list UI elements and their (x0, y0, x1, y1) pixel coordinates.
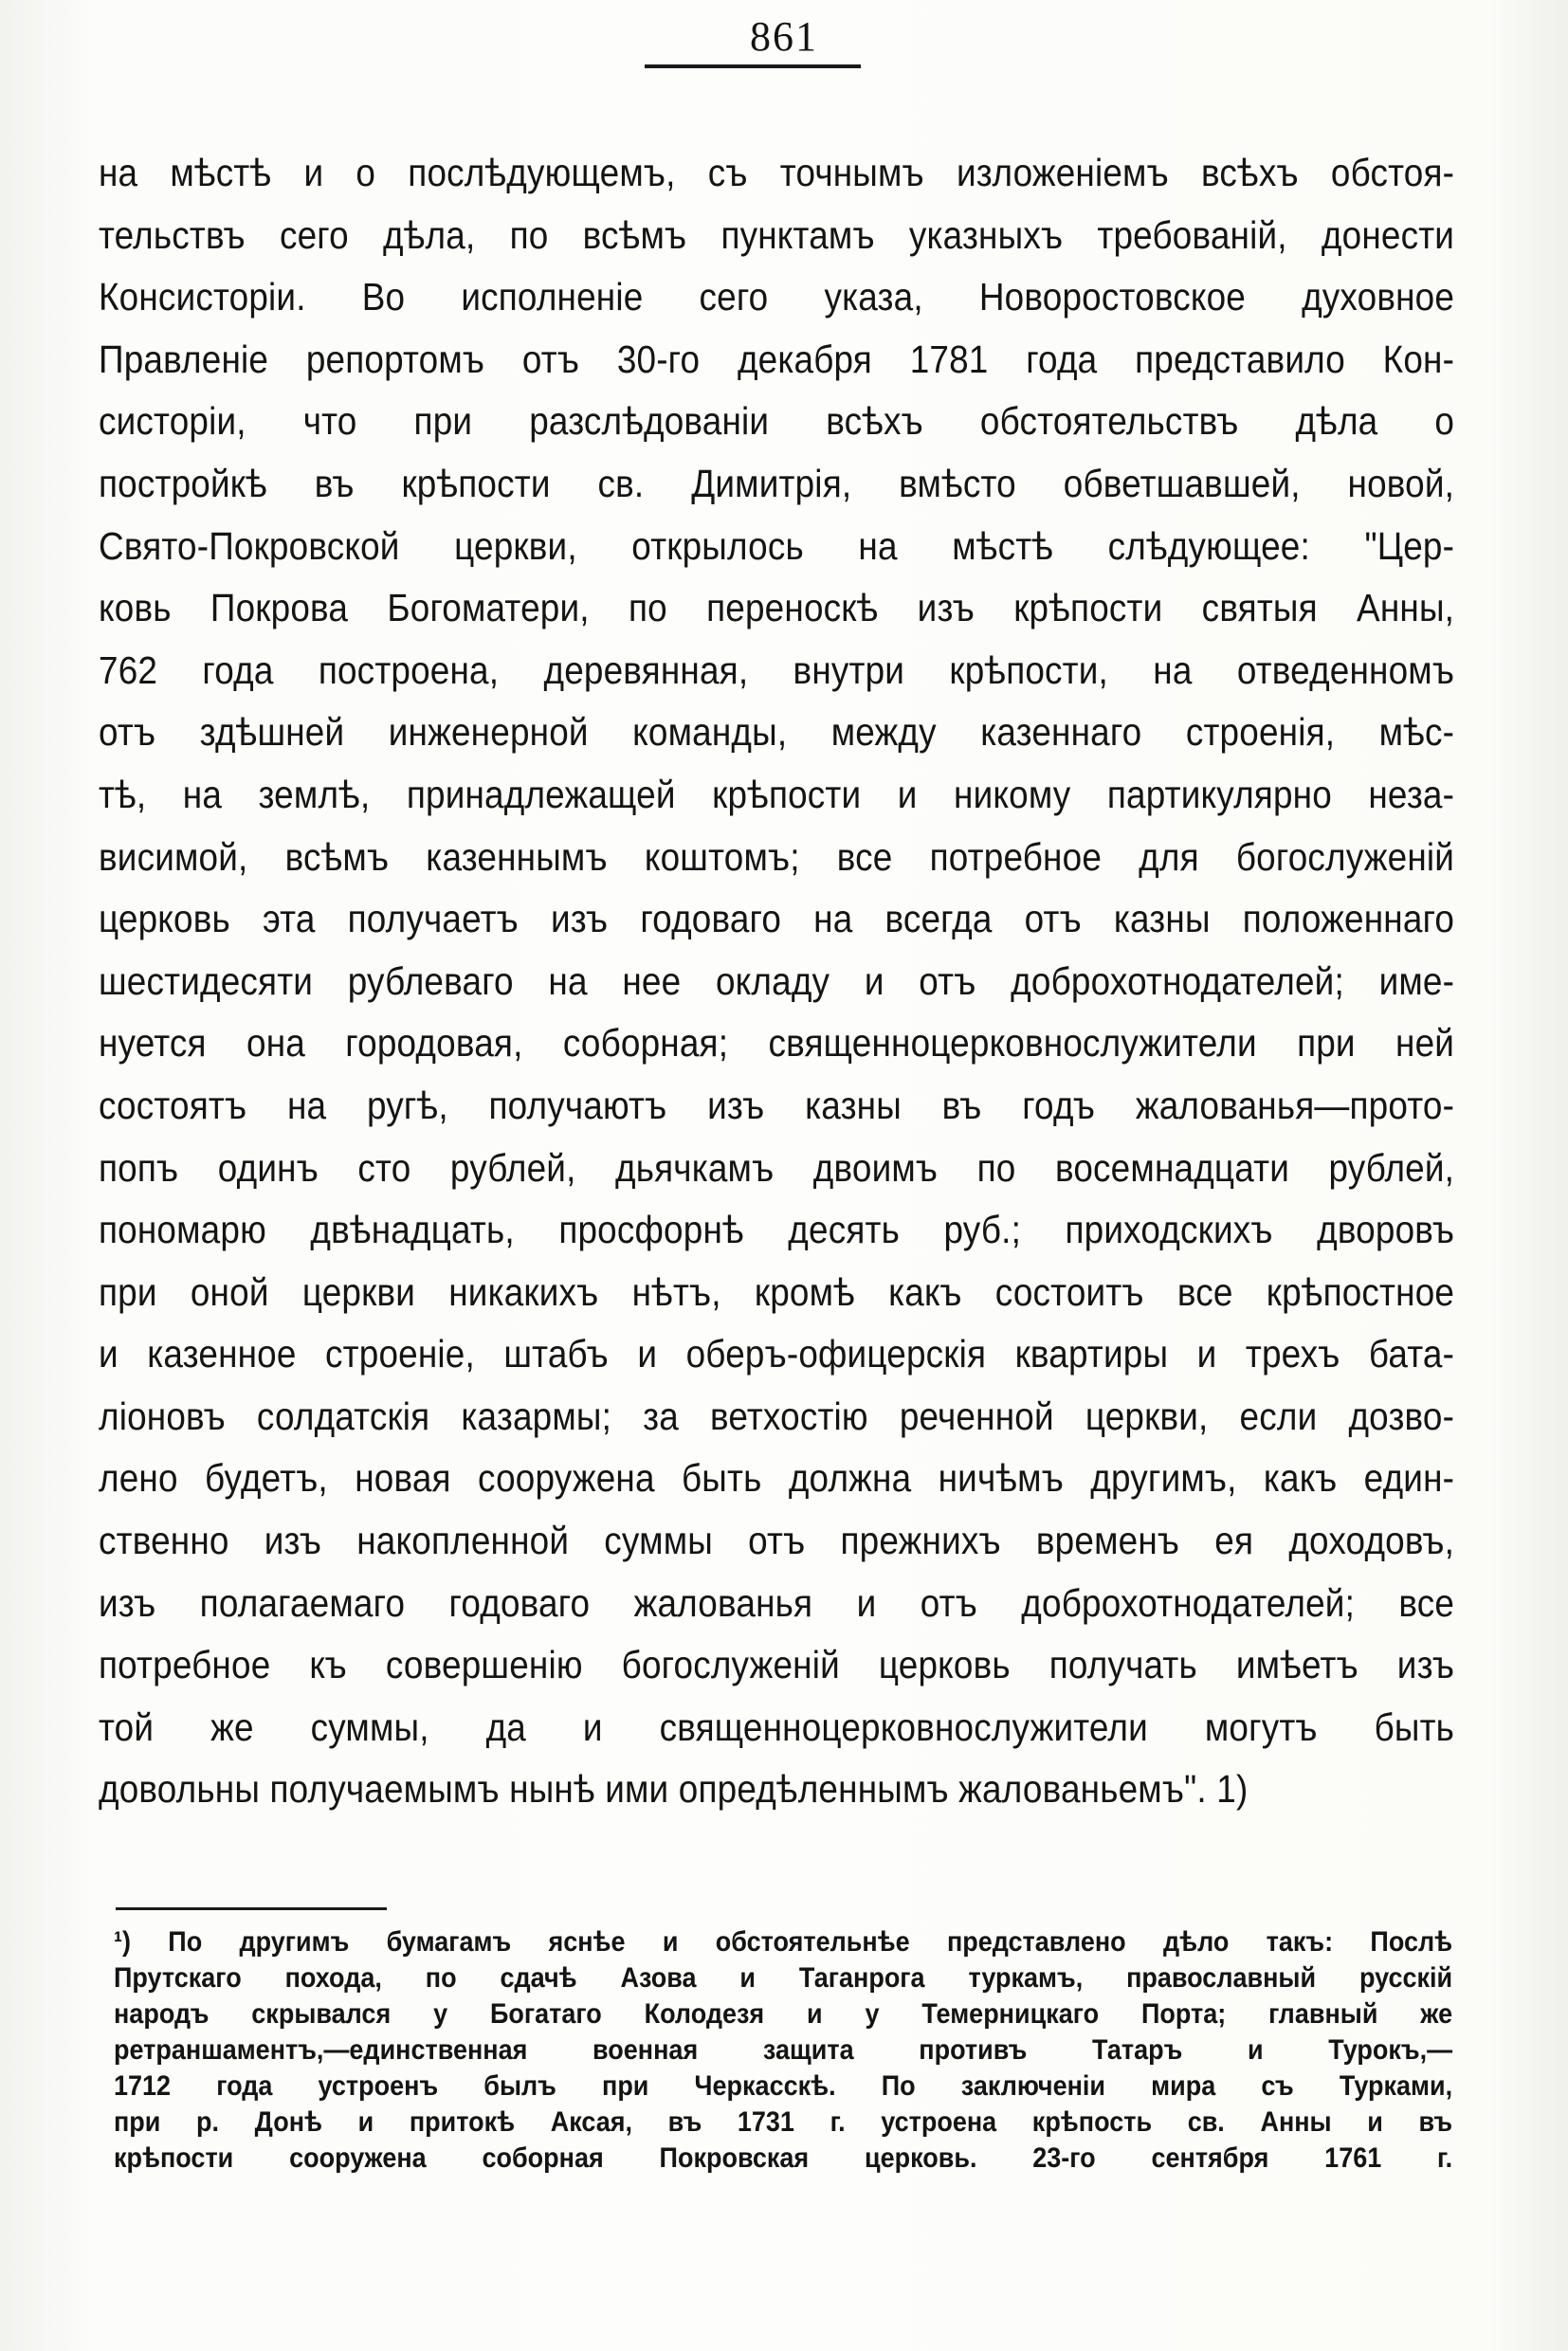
footnote-line: Прутскаго похода, по сдачѣ Азова и Таганрога туркамъ, православный русскiй (114, 1962, 1453, 1994)
body-text (99, 142, 1454, 1821)
body-line: шестидесяти рублеваго на нее окладу и отъ доброхотнодателей; име- (99, 958, 1455, 1003)
page-number: 861 (750, 13, 818, 60)
body-line: потребное къ совершенiю богослуженiй церковь получать имѣетъ изъ (99, 1643, 1455, 1687)
body-line: тельствъ сего дѣла, по всѣмъ пунктамъ указныхъ требованiй, донести (99, 212, 1455, 257)
body-line: Свято-Покровской церкви, открылось на мѣстѣ слѣдующее: "Цер- (99, 523, 1455, 568)
body-line: лено будетъ, новая сооружена быть должна ничѣмъ другимъ, какъ един- (99, 1456, 1455, 1501)
body-line: пономарю двѣнадцать, просфорнѣ десять руб.; приходскихъ дворовъ (99, 1208, 1455, 1252)
body-line: систорiи, что при разслѣдованiи всѣхъ обстоятельствъ дѣла о (99, 399, 1455, 444)
body-line: нуется она городовая, соборная; священноцерковнослужители при ней (99, 1021, 1455, 1066)
footnote-line: народъ скрывался у Богатаго Колодезя и у Темерницкаго Порта; главный же (114, 1998, 1453, 2030)
footnote (114, 1924, 1452, 2177)
footnote-rule (116, 1907, 387, 1910)
body-line: на мѣстѣ и о послѣдующемъ, съ точнымъ изложенiемъ всѣхъ обстоя- (99, 151, 1455, 194)
body-line: отъ здѣшней инженерной команды, между казеннаго строенiя, мѣс- (99, 710, 1455, 755)
footnote-line: 1712 года устроенъ былъ при Черкасскѣ. По заключенiи мира съ Турками, (114, 2070, 1453, 2102)
body-line: церковь эта получаетъ изъ годоваго на всегда отъ казны положеннаго (99, 897, 1455, 941)
body-line: лiоновъ солдатскiя казармы; за ветхостiю реченной церкви, если дозво- (99, 1394, 1455, 1438)
body-line: состоятъ на ругѣ, получаютъ изъ казны въ годъ жалованья—прото- (99, 1083, 1455, 1127)
body-line: постройкѣ въ крѣпости св. Димитрiя, вмѣсто обветшавшей, новой, (99, 461, 1455, 505)
body-line: при оной церкви никакихъ нѣтъ, кромѣ какъ состоитъ все крѣпостное (99, 1269, 1455, 1314)
page-number-rule (645, 64, 861, 68)
body-line: тѣ, на землѣ, принадлежащей крѣпости и никому партикулярно неза- (99, 772, 1455, 816)
body-line: 762 года построена, деревянная, внутри крѣпости, на отведенномъ (99, 647, 1455, 692)
body-line: Консисторiи. Во исполненiе сего указа, Новоростовское духовное (99, 275, 1455, 319)
body-line: попъ одинъ сто рублей, дьячкамъ двоимъ по восемнадцати рублей, (99, 1145, 1455, 1190)
footnote-line: крѣпости сооружена соборная Покровская церковь. 23-го сентября 1761 г. (114, 2142, 1453, 2174)
body-line: изъ полагаемаго годоваго жалованья и отъ доброхотнодателей; все (99, 1580, 1455, 1625)
body-line: Правленiе репортомъ отъ 30-го декабря 1781 года представило Кон- (99, 337, 1455, 381)
footnote-line: при р. Донѣ и притокѣ Аксая, въ 1731 г. устроена крѣпость св. Анны и въ (114, 2106, 1453, 2138)
body-line: довольны получаемымъ нынѣ ими опредѣленнымъ жалованьемъ". 1) (99, 1767, 1249, 1812)
body-line: ственно изъ накопленной суммы отъ прежнихъ временъ ея доходовъ, (99, 1519, 1455, 1563)
footnote-line: ¹) По другимъ бумагамъ яснѣе и обстоятельнѣе представлено дѣло такъ: Послѣ (114, 1926, 1453, 1958)
body-line: и казенное строенiе, штабъ и оберъ-офицерскiя квартиры и трехъ бата- (99, 1332, 1455, 1376)
body-line: висимой, всѣмъ казеннымъ коштомъ; все потребное для богослуженiй (99, 834, 1455, 879)
footnote-line: ретраншаментъ,—единственная военная защита противъ Татаръ и Турокъ,— (114, 2034, 1453, 2066)
body-line: той же суммы, да и священноцерковнослужители могутъ быть (99, 1704, 1455, 1749)
body-line: ковь Покрова Богоматери, по переноскѣ изъ крѣпости святыя Анны, (99, 586, 1455, 630)
